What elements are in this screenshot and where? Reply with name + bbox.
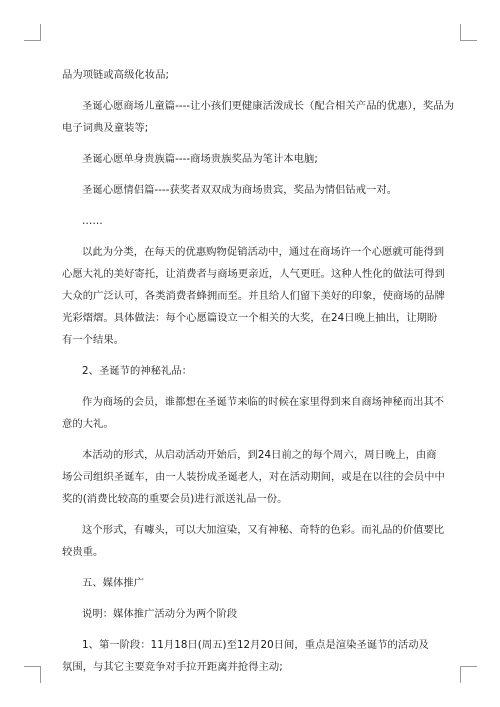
text-line: 场公司组织圣诞车，由一人装扮成圣诞老人，对在活动期间，或是在以往的会员中中: [62, 471, 445, 483]
text-line: 品为项链或高级化妆品;: [62, 69, 169, 81]
text-line: 圣诞心愿商场儿童篇----让小孩们更健康活泼成长（配合相关产品的优惠），奖品为: [82, 100, 455, 112]
text-line: 这个形式，有噱头，可以大加渲染，又有神秘、奇特的色彩。而礼品的价值要比: [82, 524, 445, 536]
text-line: 本活动的形式，从启动活动开始后，到24日前之的每个周六，周日晚上，由商: [82, 449, 437, 461]
text-line: 圣诞心愿情侣篇----获奖者双双成为商场贵宾，奖品为情侣钻戒一对。: [82, 184, 398, 196]
text-line: 有一个结果。: [62, 334, 125, 346]
document-body: [62, 64, 455, 678]
text-line: 氛围，与其它主要竞争对手拉开距离并抢得主动;: [62, 661, 283, 673]
text-line: 电子词典及童装等;: [62, 122, 149, 134]
text-line: 光彩熠熠。具体做法：每个心愿篇设立一个相关的大奖，在24日晚上抽出，让期盼: [62, 312, 438, 324]
section-heading: 五、媒体推广: [82, 577, 145, 589]
page-corner-mark-bottom-left: [24, 666, 41, 683]
text-line: 较贵重。: [62, 546, 104, 558]
section-heading: 2、圣诞节的神秘礼品：: [82, 365, 193, 377]
text-line: ……: [82, 215, 103, 227]
page-corner-mark-top-right: [460, 24, 477, 41]
text-line: 以此为分类，在每天的优惠购物促销活动中，通过在商场许一个心愿就可能得到: [82, 246, 445, 258]
text-line: 圣诞心愿单身贵族篇----商场贵族奖品为笔计本电脑;: [82, 153, 318, 165]
text-line: 1、第一阶段：11月18日(周五)至12月20日间，重点是渲染圣诞节的活动及: [82, 639, 429, 651]
text-line: 心愿大礼的美好寄托，让消费者与商场更亲近，人气更旺。这种人性化的做法可得到: [62, 268, 445, 280]
text-line: 奖的(消费比较高的重要会员)进行派送礼品一份。: [62, 493, 288, 505]
text-line: 说明：媒体推广活动分为两个阶段: [82, 608, 238, 620]
text-line: 意的大礼。: [62, 418, 114, 430]
page-corner-mark-top-left: [24, 24, 41, 41]
page-corner-mark-bottom-right: [460, 666, 477, 683]
text-line: 作为商场的会员，谁都想在圣诞节来临的时候在家里得到来自商场神秘而出其不: [82, 396, 445, 408]
text-line: 大众的广泛认可，各类消费者蜂拥而至。并且给人们留下美好的印象，使商场的品牌: [62, 290, 445, 302]
